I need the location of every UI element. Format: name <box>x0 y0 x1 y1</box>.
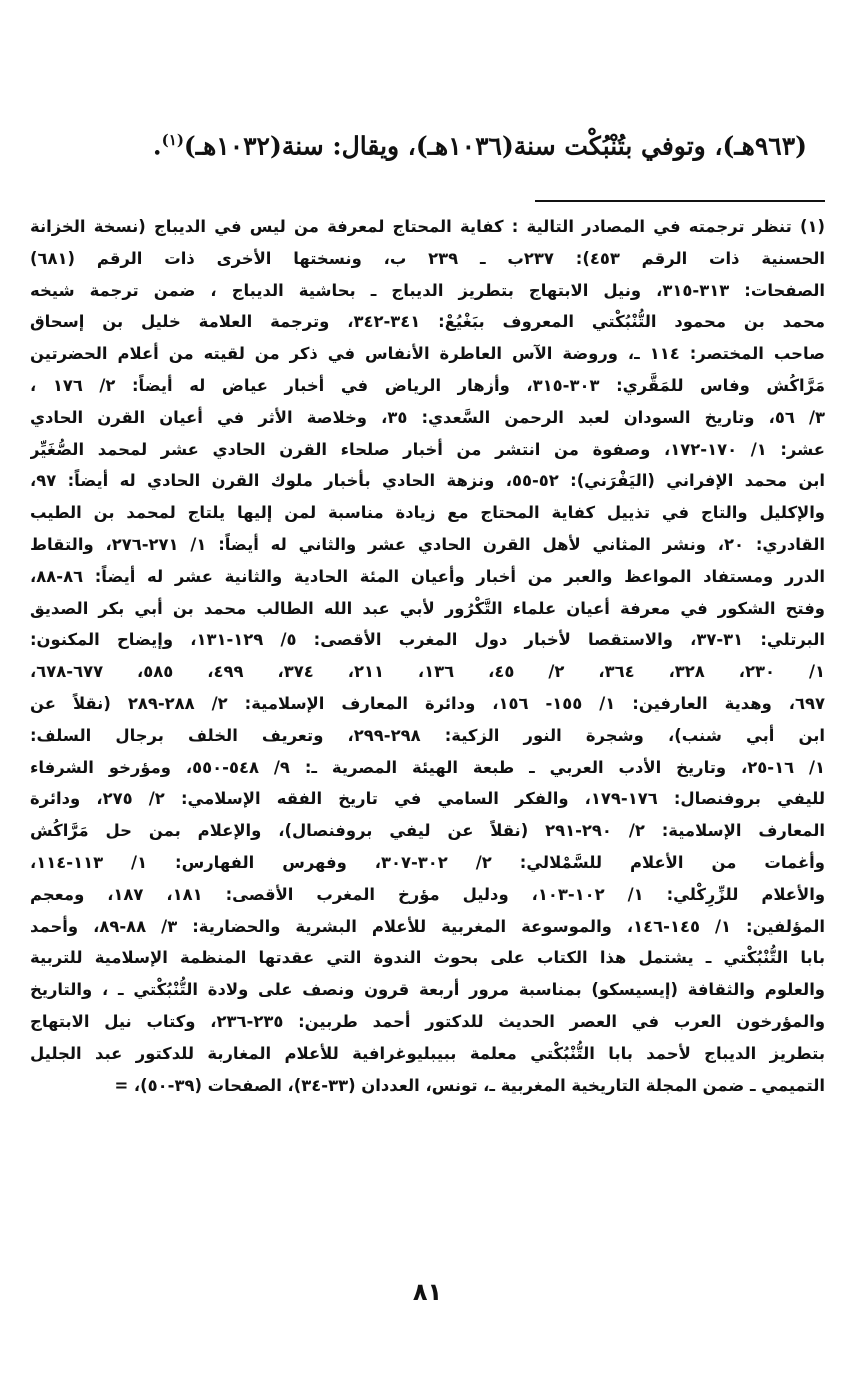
footnote-line: والأعلام للزِّرِكْلي: ١/ ١٠٢-١٠٣، ودليل مؤرخ المغرب الأقصى: ١٨١، ١٨٧، ومعجم <box>30 884 825 904</box>
footnote-line: والمؤرخون العرب في العصر الحديث للدكتور أحمد طربين: ٢٣٥-٢٣٦، وكتاب نيل الابتهاج <box>30 1011 825 1031</box>
footnote-line: التميمي ـ ضمن المجلة التاريخية المغربية ـ، تونس، العددان (٣٣-٣٤)، الصفحات (٣٩-٥٠)، = <box>114 1075 825 1095</box>
footnote-line: الدرر ومستفاد المواعظ والعبر من أخبار وأعيان المئة الحادية والثانية عشر له أيضاً: ٨٦-٨٨، <box>30 566 825 586</box>
footnote-line: المؤلفين: ١/ ١٤٥-١٤٦، والموسوعة المغربية للأعلام البشرية والحضارية: ٣/ ٨٨-٨٩، وأحمد <box>30 916 825 936</box>
footnote-line: وفتح الشكور في معرفة أعيان علماء التَّكْرُور لأبي عبد الله الطالب محمد بن أبي بكر الصديق <box>30 598 825 618</box>
footnote-line: وأغمات من الأعلام للسَّمْلالي: ٢/ ٣٠٢-٣٠٧، وفهرس الفهارس: ١/ ١١٣-١١٤، <box>30 852 825 872</box>
footnote-line: محمد بن محمود التُّنْبُكْتي المعروف ببَغْيُعْ: ٣٤١-٣٤٢، وترجمة العلامة خليل بن إسحاق <box>30 312 825 332</box>
footnote-reference: (١) <box>161 131 184 149</box>
footnote-line: والإكليل والتاج في تذييل كفاية المحتاج مع زيادة مناسبة لمن إليها يلتاج لمحمد بن الطيب <box>30 503 825 523</box>
footnote-line: (١) تنظر ترجمته في المصادر التالية : كفاية المحتاج لمعرفة من ليس في الديباج (نسخة الخزانة <box>30 217 825 236</box>
footnote-line: بابا التُّنْبُكْتي ـ يشتمل هذا الكتاب على بحوث الندوة التي عقدتها المنظمة الإسلامية للتربية <box>30 948 825 968</box>
page-number: ٨١ <box>412 1278 443 1306</box>
main-text <box>60 118 807 168</box>
footnote-line: ١/ ١٦-٢٥، وتاريخ الأدب العربي ـ طبعة الهيئة المصرية ـ: ٩/ ٥٤٨-٥٥٠، ومؤرخو الشرفاء <box>30 757 825 777</box>
footnote-line: ٦٩٧، وهدية العارفين: ١/ ١٥٥- ١٥٦، ودائرة المعارف الإسلامية: ٢/ ٢٨٨-٢٨٩ (نقلاً عن <box>30 693 825 713</box>
main-text-body: (٩٦٣هـ)، وتوفي بتُنْبُكْت سنة(١٠٣٦هـ)، ويقال: سنة(١٠٣٢هـ) <box>183 131 807 161</box>
footnote-line: ١/ ٢٣٠، ٣٢٨، ٣٦٤، ٢/ ٤٥، ١٣٦، ٢١١، ٣٧٤، ٤٩٩، ٥٨٥، ٦٧٧-٦٧٨، <box>30 662 825 682</box>
footnote-line: القادري: ٢٠، ونشر المثاني لأهل القرن الحادي عشر والثاني له أيضاً: ١/ ٢٧١-٢٧٦، والتقاط <box>30 534 825 554</box>
footnote-separator <box>535 200 825 202</box>
footnote-line: بتطريز الديباج لأحمد بابا التُّنْبُكْتي معلمة ببيبليوغرافية للأعلام المغاربة للدكتور عبد الجليل <box>30 1043 825 1063</box>
footnote-line: ابن أبي شنب)، وشجرة النور الزكية: ٢٩٨-٢٩٩، وتعريف الخلف برجال السلف: <box>30 725 825 745</box>
footnote-line: ٣/ ٥٦، وتاريخ السودان لعبد الرحمن السَّعدي: ٣٥، وخلاصة الأثر في أعيان القرن الحادي <box>30 407 825 427</box>
footnote-line: البرتلي: ٣١-٣٧، والاستقصا لأخبار دول المغرب الأقصى: ٥/ ١٢٩-١٣١، وإيضاح المكنون: <box>30 630 825 650</box>
footnote-line: ابن محمد الإفراني (اليَفْرَني): ٥٢-٥٥، ونزهة الحادي بأخبار ملوك القرن الحادي له أيضاً: ٩٧، <box>30 471 825 491</box>
footnote-line: عشر: ١/ ١٧٠-١٧٢، وصفوة من انتشر من أخبار صلحاء القرن الحادي عشر لمحمد الصُّغَيِّر <box>30 439 825 459</box>
footnotes <box>30 211 825 1101</box>
footnote-line: الحسنية ذات الرقم ٤٥٣): ٢٣٧ب ـ ٢٣٩ ب، ونسختها الأخرى ذات الرقم (٦٨١) <box>30 248 825 268</box>
footnote-line: المعارف الإسلامية: ٢/ ٢٩٠-٢٩١ (نقلاً عن ليفي بروفنصال)، والإعلام بمن حل مَرَّاكُش <box>30 821 825 841</box>
footnote-line: والعلوم والثقافة (إيسيسكو) بمناسبة مرور أربعة قرون ونصف على ولادة التُّنْبُكْتي ـ ، والتاريخ <box>30 980 825 1000</box>
footnote-line: مَرَّاكُش وفاس للمَقَّري: ٣٠٣-٣١٥، وأزهار الرياض في أخبار عياض له أيضاً: ٢/ ١٧٦ ، <box>30 375 825 395</box>
footnote-line: صاحب المختصر: ١١٤ ـ، وروضة الآس العاطرة الأنفاس في ذكر من لقيته من أعلام الحضرتين <box>30 344 825 364</box>
footnote-line: لليفي بروفنصال: ١٧٦-١٧٩، والفكر السامي في تاريخ الفقه الإسلامي: ٢/ ٢٧٥، ودائرة <box>30 789 825 809</box>
main-text-end: . <box>152 131 162 161</box>
footnote-line: الصفحات: ٣١٣-٣١٥، ونيل الابتهاج بتطريز الديباج ـ بحاشية الديباج ، ضمن ترجمة شيخه <box>30 280 825 300</box>
